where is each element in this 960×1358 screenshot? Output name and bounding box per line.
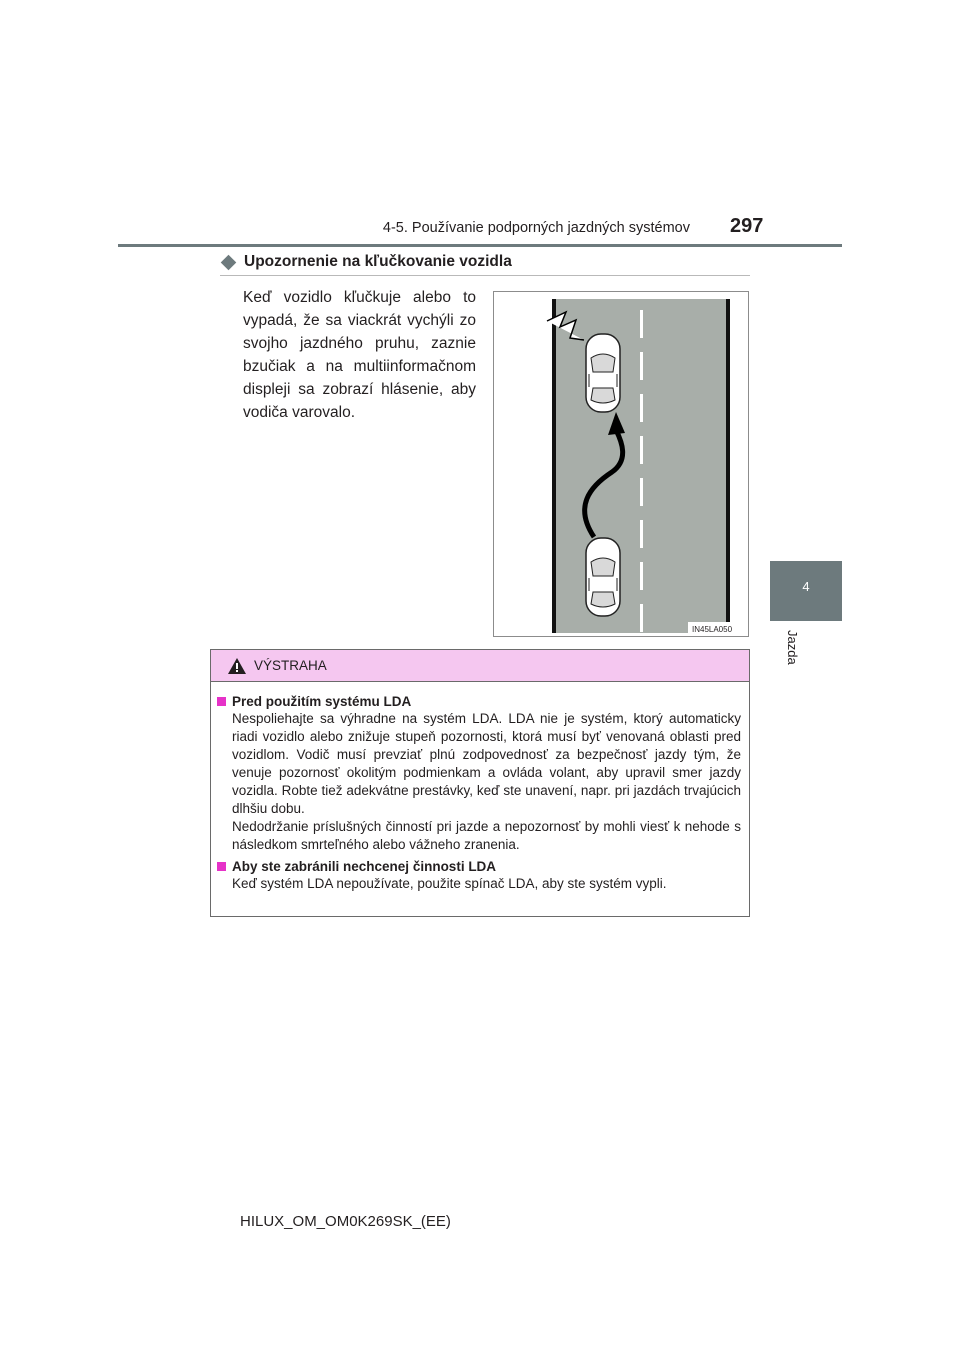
warning-item-title — [217, 694, 741, 709]
chapter-label — [786, 630, 800, 690]
left-lane-line — [552, 299, 556, 633]
square-bullet-icon — [217, 862, 226, 871]
running-header-section: 4-5. Používanie podporných jazdných systémov — [382, 220, 690, 236]
lane-sway-illustration — [493, 291, 749, 637]
warning-triangle-icon — [228, 658, 246, 674]
warning-item-title-text: Pred použitím systému LDA — [232, 694, 412, 709]
chapter-tab — [770, 561, 842, 621]
diamond-bullet-icon — [221, 254, 237, 270]
car-bottom — [586, 538, 620, 616]
page-number: 297 — [730, 215, 764, 237]
warning-paragraph: Nespoliehajte sa výhradne na systém LDA. LDA nie je systém, ktorý automaticky riadi vozidlo alebo znižuje stupeň pozornosti, ktorá musí byť venovaná oblasti pred vozidlom. Vodič musí prevziať plnú zodpovednosť za bezpečnosť jazdy tým, že venuje pozornosť okolitým podmienkam a ovláda volant, aby upravil smer jazdy vozidla. Robte tiež adekvátne prestávky, keď ste unavení, napr. pri jazdách trvajúcich dlhšiu dobu. — [232, 711, 741, 816]
car-top — [586, 334, 620, 412]
warning-body — [211, 682, 749, 893]
header-rule — [118, 244, 842, 247]
chapter-label-text: Jazda — [785, 630, 800, 665]
chapter-number: 4 — [802, 579, 810, 594]
section-body-text: Keď vozidlo kľučkuje alebo to vypadá, že sa viackrát vychýli zo svojho jazdného pruhu, zaznie bzučiak a na multiinformačnom displeji sa zobrazí hlásenie, aby vodiča varovalo. — [243, 289, 476, 421]
warning-header — [211, 650, 749, 682]
figure-code: IN45LA050 — [692, 625, 733, 634]
warning-title: VÝSTRAHA — [254, 658, 327, 673]
lane-sway-drawing — [494, 292, 748, 636]
warning-item-text — [232, 710, 741, 854]
warning-item-text — [232, 875, 741, 893]
heading-rule — [220, 275, 750, 276]
warning-paragraph: Nedodržanie príslušných činností pri jazde a nepozornosť by mohli viesť k nehode s následkom smrteľného alebo vážneho zranenia. — [232, 819, 741, 852]
right-lane-line — [726, 299, 730, 633]
warning-box — [210, 649, 750, 917]
square-bullet-icon — [217, 697, 226, 706]
section-heading-text: Upozornenie na kľučkovanie vozidla — [244, 253, 512, 270]
section-heading — [220, 253, 750, 271]
footer-document-code: HILUX_OM_OM0K269SK_(EE) — [240, 1213, 451, 1230]
warning-paragraph: Keď systém LDA nepoužívate, použite spínač LDA, aby ste systém vypli. — [232, 876, 667, 891]
warning-item-title — [217, 859, 741, 874]
warning-item-title-text: Aby ste zabránili nechcenej činnosti LDA — [232, 859, 497, 874]
